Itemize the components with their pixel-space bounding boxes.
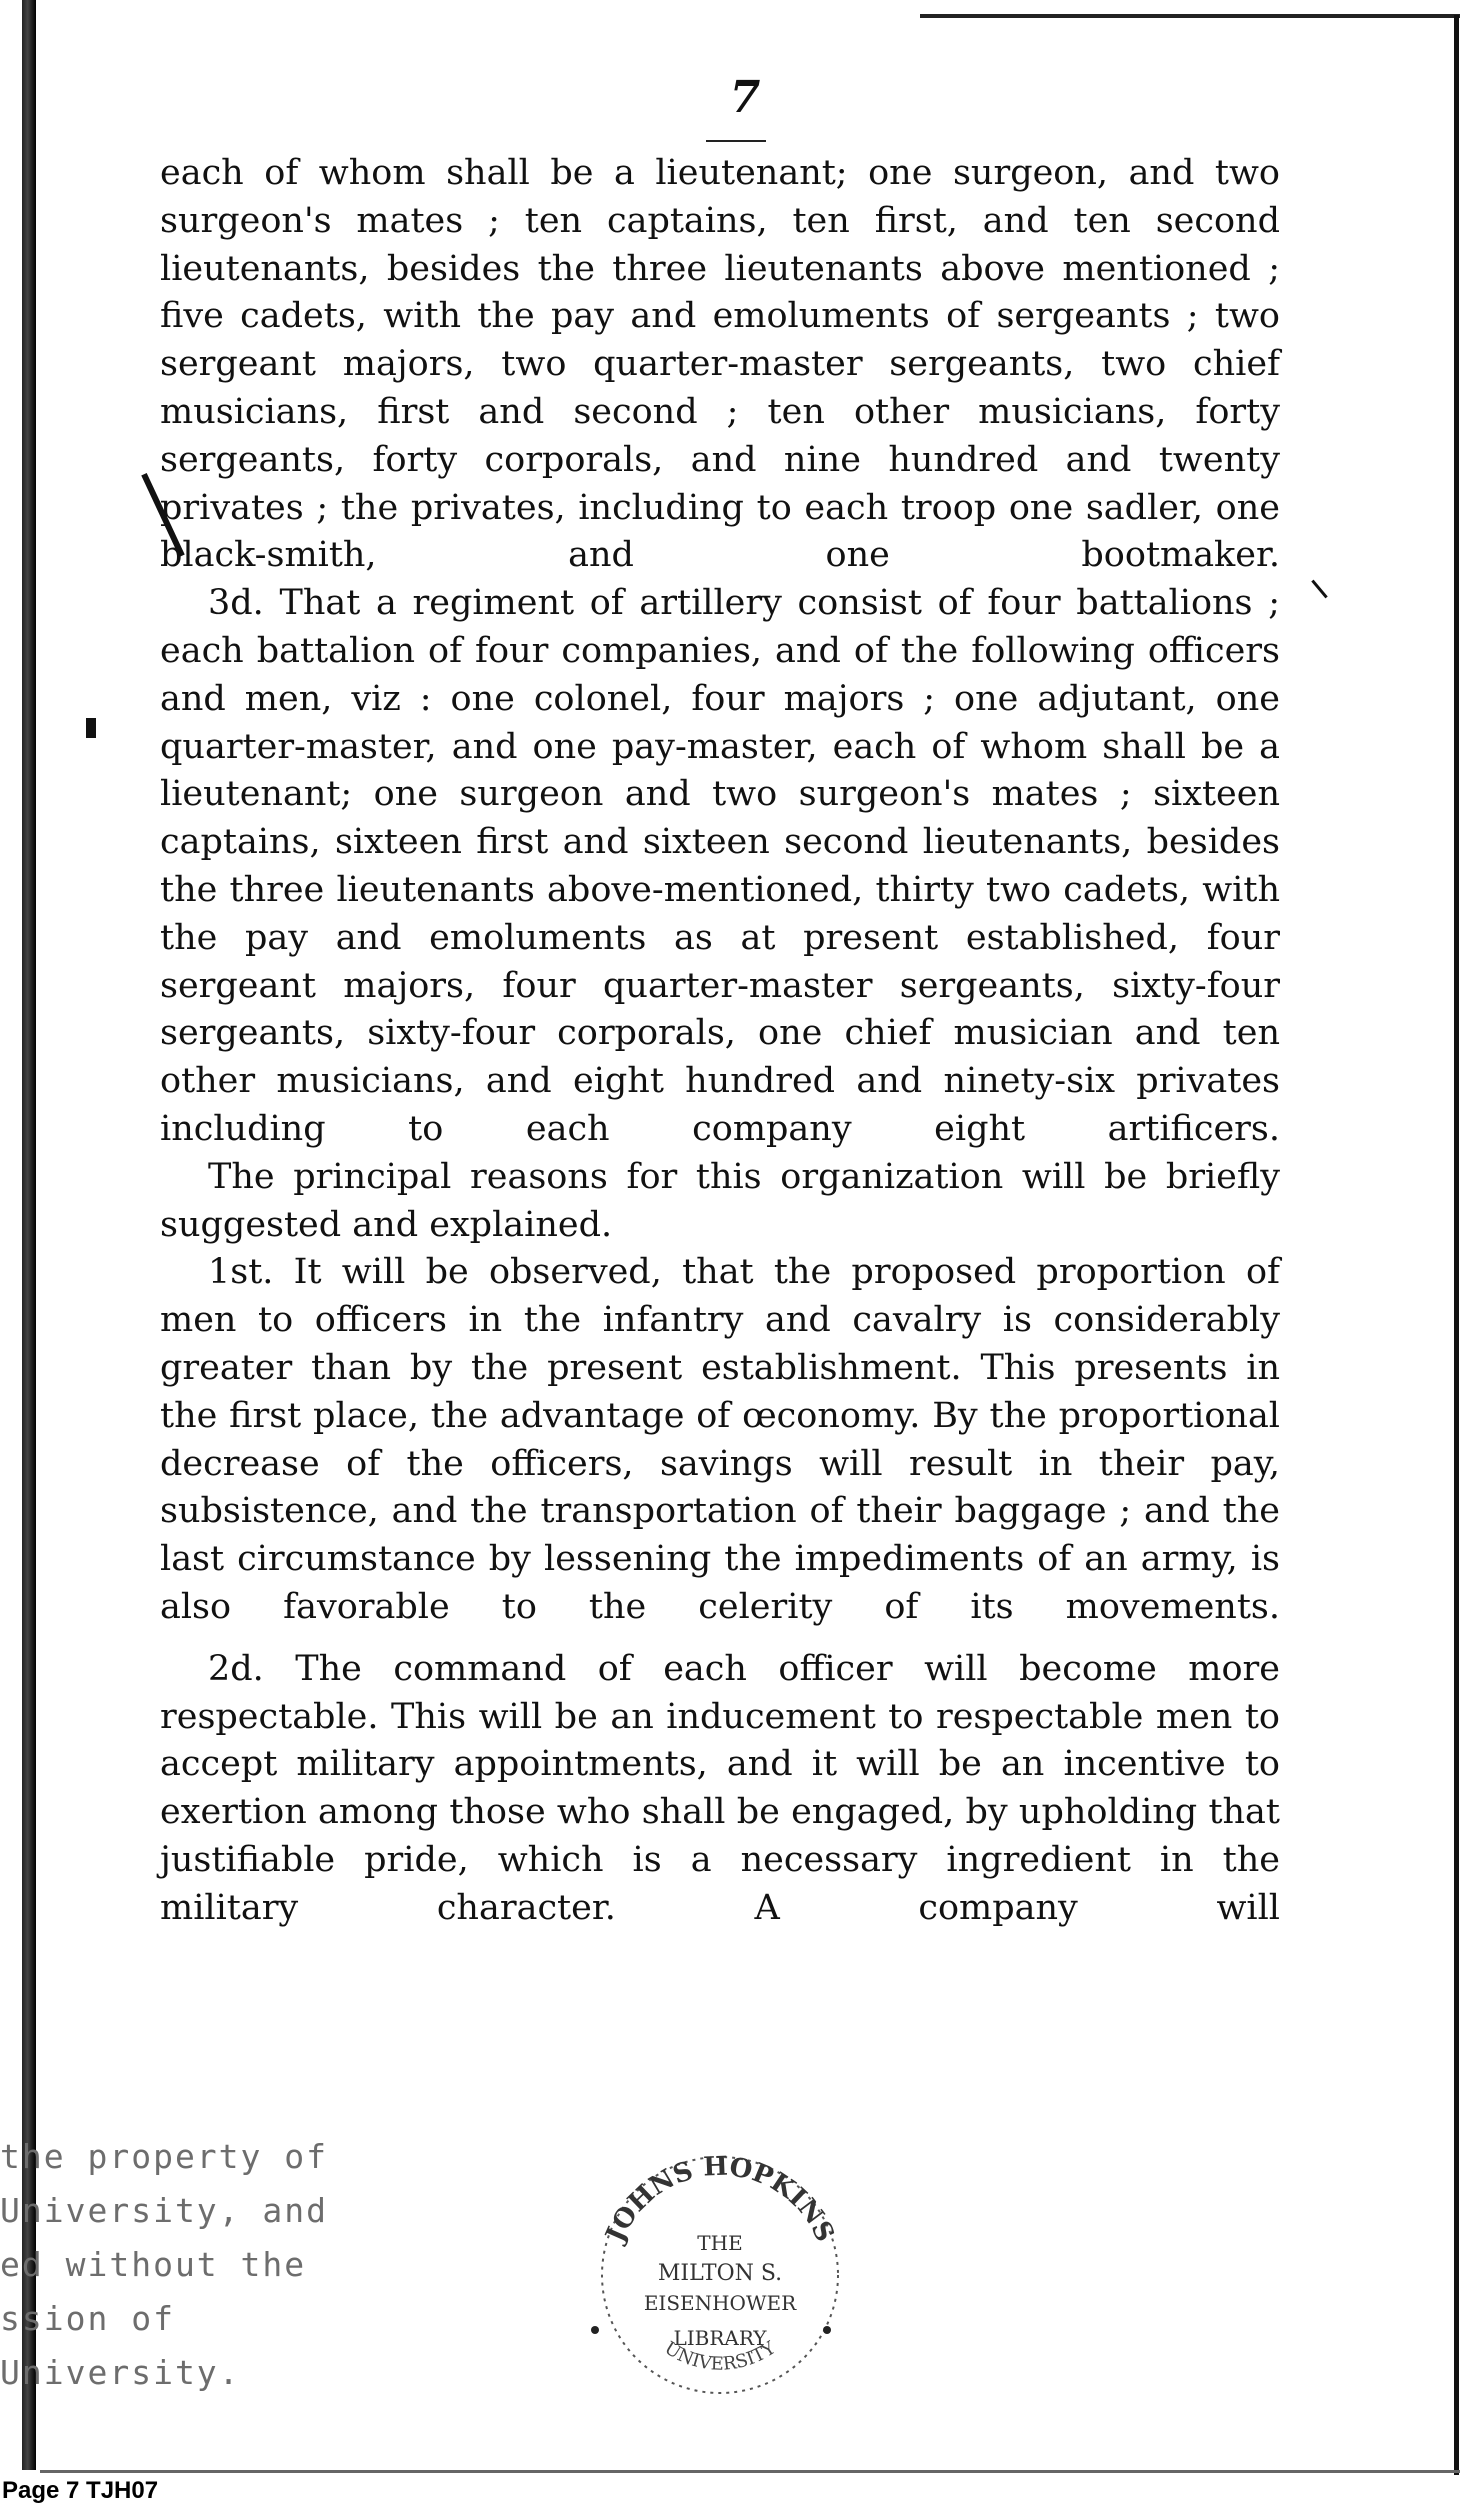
scan-page-edge-top — [920, 14, 1460, 18]
ownership-stamp-line: ssion of — [0, 2299, 175, 2338]
library-stamp-arc-bottom: UNIVERSITY — [660, 2337, 780, 2375]
scan-mark — [1311, 580, 1327, 599]
paragraph-reason-second: 2d. The command of each officer will become more respectable. This will be an inducement to respectable men to accept military appointments, and it will be an incentive to exertion among those who shall be engaged, by upholding that justifiable pride, which is a necessary ingredient in the military character. A company will — [160, 1648, 1280, 1928]
ownership-stamp-line: the property of — [0, 2137, 329, 2176]
library-stamp-arc-top: JOHNS HOPKINS — [600, 2151, 840, 2247]
footer-page-label: Page 7 TJH07 — [2, 2477, 159, 2504]
library-stamp-line: THE — [697, 2231, 743, 2255]
ownership-stamp-line: University, and — [0, 2191, 329, 2230]
paragraph-artillery: 3d. That a regiment of artillery consist of four battalions ; each battalion of four companies, and of the following officers and men, viz : one colonel, four majors ; one adjutant, one quarter-master, and one pay-master, each of whom shall be a lieutenant; one surgeon and two surgeon's mates ; sixteen captains, sixteen first and sixteen second lieutenants, besides the three lieutenants above-mentioned, thirty two cadets, with the pay and emoluments as at present established, four sergeant majors, four quarter-master sergeants, sixty-four sergeants, sixty-four corporals, one chief musician and ten other musicians, and eight hundred and ninety-six privates including to each company eight artificers. — [160, 583, 1280, 1149]
page-number: 7 — [729, 72, 761, 123]
scan-page-edge-right — [1454, 15, 1459, 2475]
scan-page-edge-left — [22, 0, 36, 2470]
library-stamp-line: LIBRARY — [673, 2326, 767, 2350]
paragraph-reason-first: 1st. It will be observed, that the proposed proportion of men to officers in the infantry and cavalry is considerably greater than by the present establishment. This presents in the first place, the advantage of œconomy. By the proportional decrease of the officers, savings will result in their pay, subsistence, and the transportation of their baggage ; and the last circumstance by lessening the impediments of an army, is also favorable to the celerity of its movements. — [160, 1252, 1280, 1627]
ownership-stamp-line: ed without the — [0, 2245, 307, 2284]
library-stamp-line: EISENHOWER — [643, 2291, 797, 2315]
scan-page-edge-bottom — [40, 2470, 1460, 2473]
library-stamp-line: MILTON S. — [657, 2261, 783, 2286]
scan-mark — [86, 718, 96, 738]
paragraph-reasons-intro: The principal reasons for this organization will be briefly suggested and explained. — [160, 1156, 1280, 1245]
ownership-stamp — [0, 2130, 328, 2400]
paragraph-cavalry-continued: each of whom shall be a lieutenant; one surgeon, and two surgeon's mates ; ten captains, ten first, and ten second lieutenants, besides the three lieutenants above mentioned ; five cadets, with the pay and emoluments of sergeants ; two sergeant majors, two quarter-master sergeants, two chief musicians, first and second ; ten other musicians, forty sergeants, forty corporals, and nine hundred and twenty privates ; the privates, including to each troop one sadler, one black-smith, and one bootmaker. — [160, 153, 1280, 576]
library-stamp-seal — [575, 2130, 865, 2400]
ownership-stamp-line: University. — [0, 2353, 241, 2392]
page-number-rule — [706, 140, 766, 142]
body-text — [160, 150, 1280, 1932]
